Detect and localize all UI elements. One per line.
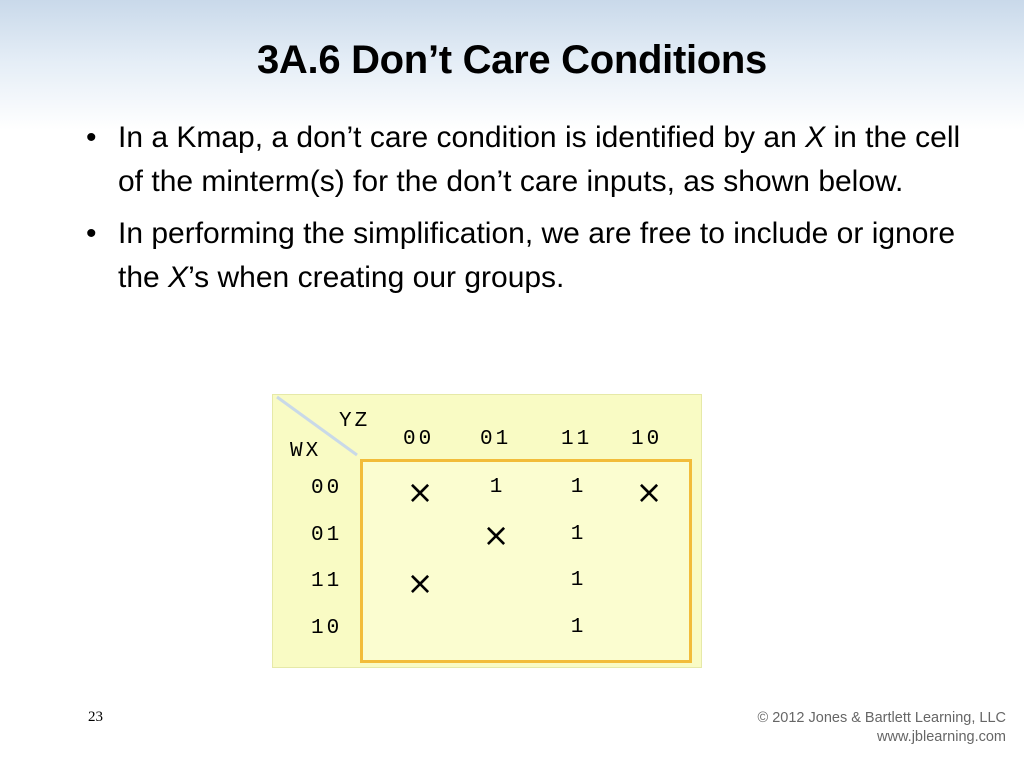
bullet-text: In performing the simplification, we are free to include or ignore the — [118, 217, 956, 294]
bullet-dot: • — [86, 217, 97, 250]
kmap-row-header: 11 — [311, 570, 343, 593]
kmap-cell: 1 — [570, 616, 584, 639]
kmap-col-header: 11 — [561, 428, 593, 451]
kmap-col-header: 01 — [480, 428, 512, 451]
kmap-cell-dont-care: × — [406, 564, 434, 602]
page-number: 23 — [88, 709, 103, 725]
bullet-list — [80, 116, 980, 308]
kmap-row-variable: WX — [290, 440, 322, 463]
kmap-cell: 1 — [570, 476, 584, 499]
kmap-col-header: 10 — [631, 428, 663, 451]
bullet-text: In a Kmap, a don’t care condition is identified by an — [118, 121, 806, 154]
bullet-item — [80, 116, 980, 204]
bullet-text: in the cell of the minterm(s) for the don’t care inputs, as shown below. — [118, 121, 961, 198]
bullet-item — [80, 212, 980, 300]
kmap-row-header: 00 — [311, 477, 343, 500]
kmap-cell-dont-care: × — [635, 473, 663, 511]
bullet-italic-x: X — [805, 121, 826, 154]
kmap-row-header: 10 — [311, 617, 343, 640]
bullet-italic-x: X — [168, 261, 189, 294]
copyright-text: © 2012 Jones & Bartlett Learning, LLC — [757, 710, 1006, 726]
kmap-cell-dont-care: × — [406, 473, 434, 511]
slide-title: 3A.6 Don’t Care Conditions — [256, 38, 767, 82]
website-text: www.jblearning.com — [877, 729, 1006, 745]
kmap-cell-dont-care: × — [482, 516, 510, 554]
kmap-col-variable: YZ — [339, 410, 371, 433]
kmap-col-header: 00 — [403, 428, 435, 451]
kmap-cell: 1 — [489, 476, 503, 499]
kmap-cell: 1 — [570, 523, 584, 546]
copyright-block — [758, 709, 1006, 747]
kmap-row-header: 01 — [311, 524, 343, 547]
kmap-cell: 1 — [570, 569, 584, 592]
kmap-diagram — [272, 394, 702, 668]
bullet-dot: • — [86, 121, 97, 154]
bullet-text: ’s when creating our groups. — [188, 261, 565, 294]
